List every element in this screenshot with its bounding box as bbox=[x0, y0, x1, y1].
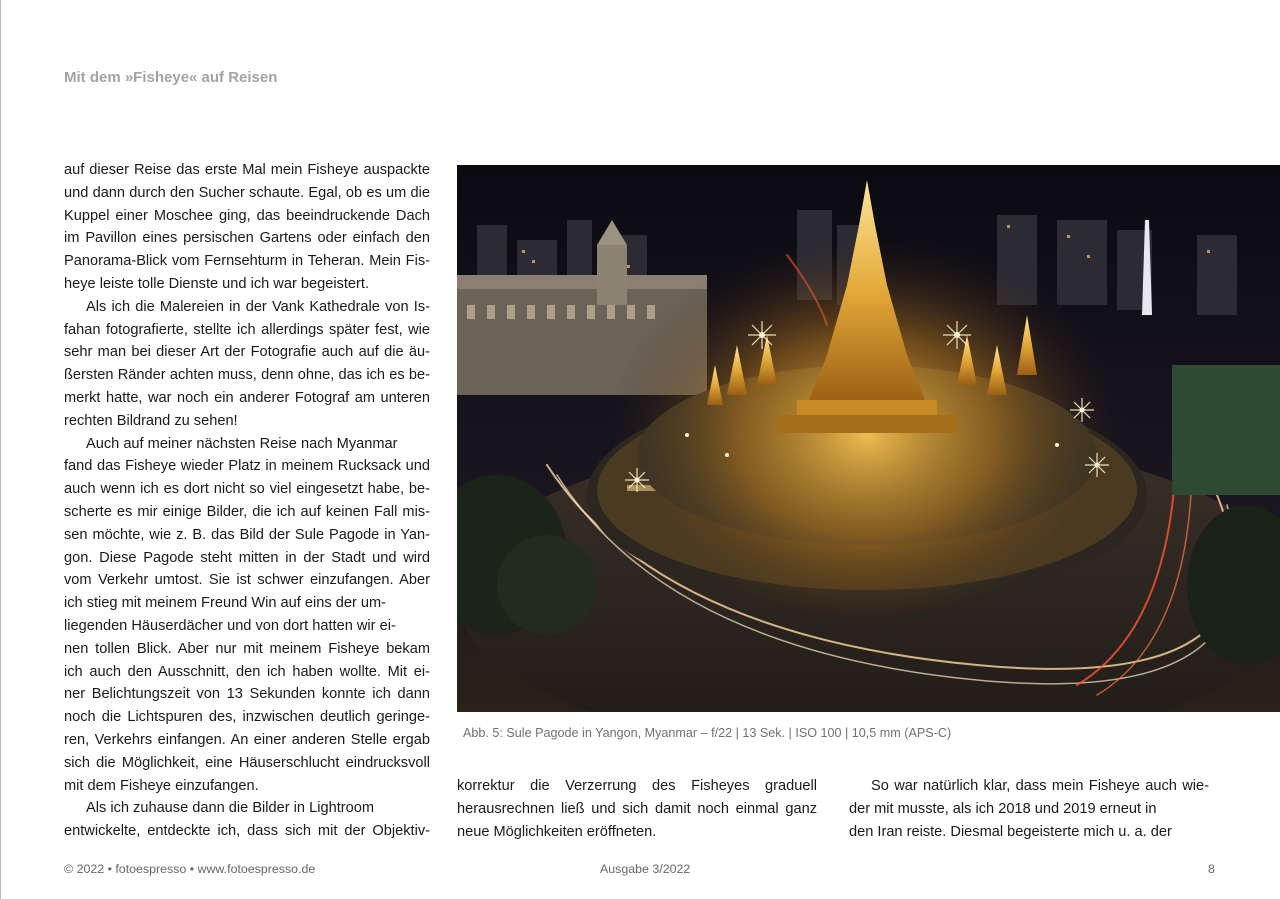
text-line: ner Belichtungszeit von 13 Sekunden konnte ich dann bbox=[64, 686, 430, 703]
text-column-2 bbox=[457, 775, 817, 843]
text-line: herausrechnen ließ und sich damit noch einmal ganz bbox=[457, 800, 817, 817]
text-line: und dann durch den Sucher schaute. Egal, ob es um die bbox=[64, 184, 430, 201]
text-column-1 bbox=[64, 159, 430, 843]
text-line: Als ich die Malereien in der Vank Kathedrale von Is- bbox=[86, 298, 430, 315]
text-column-3 bbox=[849, 775, 1209, 843]
text-line: Panorama-Blick vom Fernsehturm in Teheran. Mein Fis- bbox=[64, 253, 430, 270]
text-line: sen möchte, wie z. B. das Bild der Sule Pagode in Yan- bbox=[64, 526, 430, 543]
paragraph-2 bbox=[64, 296, 430, 433]
text-line: vom Verkehr umtost. Sie ist schwer einzufangen. Aber bbox=[64, 572, 430, 589]
footer-copyright: © 2022 • fotoespresso • www.fotoespresso.de bbox=[64, 862, 316, 876]
text-line: fahan fotografierte, stellte ich allerdings später fest, wie bbox=[64, 321, 430, 338]
text-line: entwickelte, entdeckte ich, dass sich mit der Objektiv- bbox=[64, 823, 430, 840]
text-line: nen tollen Blick. Aber nur mit meinem Fisheye bekam bbox=[64, 640, 430, 657]
text-line: auf dieser Reise das erste Mal mein Fisheye auspackte bbox=[64, 162, 430, 178]
photo-illustration bbox=[457, 165, 1280, 712]
text-line: korrektur die Verzerrung des Fisheyes graduell bbox=[457, 778, 817, 794]
text-line: heye leiste tolle Dienste und ich war begeistert. bbox=[64, 275, 370, 292]
paragraph-4 bbox=[64, 797, 430, 843]
text-line: rechten Bildrand zu sehen! bbox=[64, 412, 238, 429]
text-line: merkt hatte, war noch ein anderer Fotograf am unteren bbox=[64, 389, 430, 406]
text-line: liegenden Häuserdächer und von dort hatten wir ei- bbox=[64, 617, 396, 634]
text-line: Kuppel einer Moschee ging, das beeindruckende Dach bbox=[64, 207, 430, 224]
text-line: So war natürlich klar, dass mein Fisheye auch wie- bbox=[871, 778, 1209, 794]
footer-issue: Ausgabe 3/2022 bbox=[600, 862, 691, 876]
running-head: Mit dem »Fisheye« auf Reisen bbox=[64, 69, 278, 86]
figure-caption: Abb. 5: Sule Pagode in Yangon, Myanmar – f/22 | 13 Sek. | ISO 100 | 10,5 mm (APS-C) bbox=[463, 726, 952, 740]
text-line: scherte es mir einige Bilder, die ich auf keinen Fall mis- bbox=[64, 503, 430, 520]
text-line: auch wenn ich es dort nicht so viel eingesetzt habe, be- bbox=[64, 481, 430, 498]
page-edge bbox=[0, 0, 1, 899]
text-line: neue Möglichkeiten eröffneten. bbox=[457, 823, 657, 840]
page-number: 8 bbox=[1208, 862, 1215, 876]
text-line: gon. Diese Pagode steht mitten in der Stadt und wird bbox=[64, 549, 430, 566]
text-line: im Pavillon eines persischen Gartens oder einfach den bbox=[64, 230, 430, 247]
text-line: Auch auf meiner nächsten Reise nach Myanmar bbox=[86, 435, 398, 452]
text-line: ren, Verkehrs einfangen. An einer anderen Stelle ergab bbox=[64, 731, 430, 748]
text-line: mit dem Fisheye einzufangen. bbox=[64, 777, 259, 794]
paragraph-3 bbox=[64, 433, 430, 798]
text-line: noch die Lichtspuren des, inzwischen deutlich geringe- bbox=[64, 709, 430, 726]
text-line: der mit musste, als ich 2018 und 2019 erneut in bbox=[849, 800, 1157, 817]
text-line: ich auch den Ausschnitt, den ich haben wollte. Mit ei- bbox=[64, 663, 430, 680]
text-line: ich stieg mit meinem Freund Win auf eins der um- bbox=[64, 595, 386, 612]
photo-sule-pagoda bbox=[457, 165, 1280, 712]
text-line: fand das Fisheye wieder Platz in meinem Rucksack und bbox=[64, 458, 430, 475]
text-line: ßersten Ränder achten muss, denn ohne, das ich es be- bbox=[64, 367, 430, 384]
text-line: sich die Möglichkeit, eine Häuserschlucht eindrucksvoll bbox=[64, 754, 430, 771]
paragraph-1 bbox=[64, 159, 430, 296]
text-line: sehr man bei dieser Art der Fotografie auch auf die äu- bbox=[64, 344, 430, 361]
text-line: Als ich zuhause dann die Bilder in Lightroom bbox=[86, 800, 374, 817]
text-line: den Iran reiste. Diesmal begeisterte mich u. a. der bbox=[849, 823, 1172, 840]
